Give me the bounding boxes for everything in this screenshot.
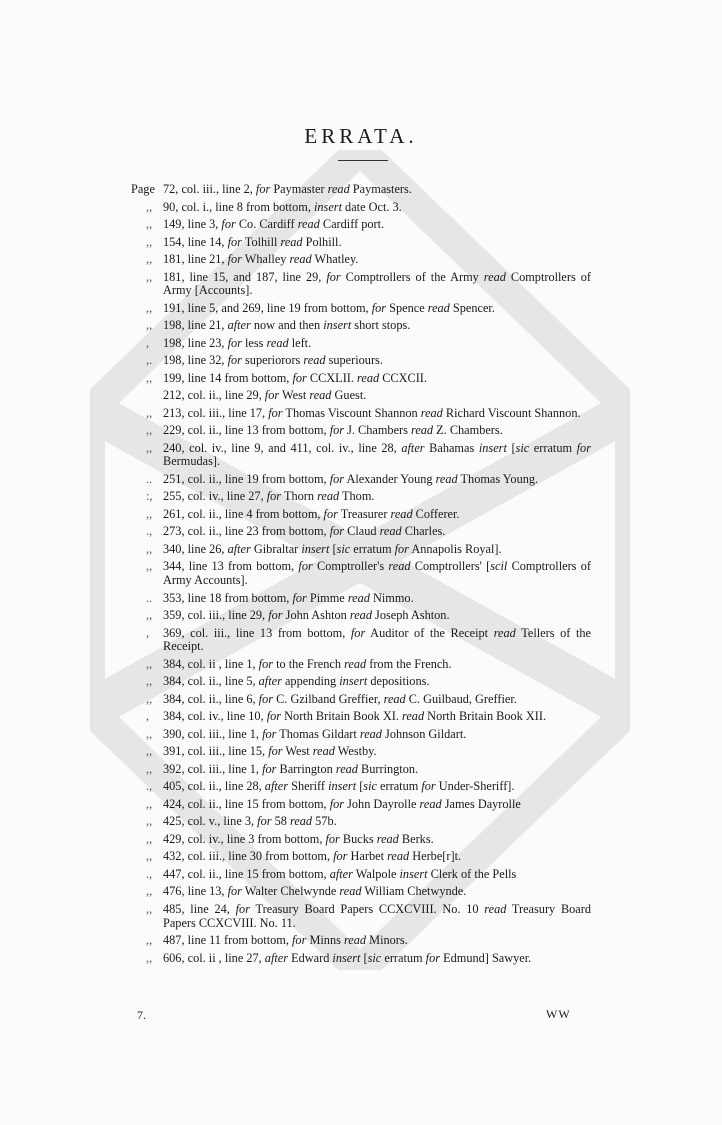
- errata-text: 405, col. ii., line 28, after Sheriff insert [sic erratum for Under-Sheriff].: [163, 779, 515, 794]
- errata-entry: [0, 490, 722, 504]
- ditto-mark: ,,: [146, 674, 153, 689]
- errata-text: 340, line 26, after Gibraltar insert [sic erratum for Annapolis Royal].: [163, 541, 502, 556]
- ditto-mark: ,,: [146, 761, 153, 776]
- page-number: 369,: [163, 625, 185, 640]
- ditto-mark: ,,: [146, 796, 153, 811]
- errata-entry: [0, 319, 722, 333]
- errata-text: 191, line 5, and 269, line 19 from bottom, for Spence read Spencer.: [163, 300, 495, 315]
- ditto-mark: ,,: [146, 884, 153, 899]
- ditto-mark: ,,: [146, 405, 153, 420]
- errata-text: 359, col. iii., line 29, for John Ashton read Joseph Ashton.: [163, 608, 450, 623]
- errata-entry: [0, 337, 722, 351]
- errata-entry: [0, 236, 722, 250]
- errata-entry: [0, 253, 722, 267]
- errata-entry: [0, 201, 722, 215]
- page-number: 424,: [163, 796, 185, 811]
- page-number: 391,: [163, 744, 185, 759]
- errata-text: 198, line 32, for superiorors read superiours.: [163, 353, 383, 368]
- ditto-mark: :,: [146, 489, 153, 504]
- page-number: 198,: [163, 318, 185, 333]
- errata-entry: [0, 407, 722, 421]
- errata-entry: [0, 508, 722, 522]
- page-number: 340,: [163, 541, 185, 556]
- ditto-mark: ,,: [146, 901, 153, 916]
- ditto-mark: ,,: [146, 950, 153, 965]
- errata-entry: [0, 183, 722, 197]
- errata-text: 353, line 18 from bottom, for Pimme read Nimmo.: [163, 590, 414, 605]
- page-number: 191,: [163, 300, 185, 315]
- ditto-mark: ,,: [146, 234, 153, 249]
- page-number: 213,: [163, 405, 185, 420]
- page-number: 384,: [163, 656, 185, 671]
- errata-entry: [0, 780, 722, 794]
- page-title: ERRATA.: [304, 124, 418, 148]
- ditto-mark: ,,: [146, 541, 153, 556]
- page-number: 353,: [163, 590, 185, 605]
- errata-entry: [0, 934, 722, 948]
- page-number: 261,: [163, 506, 185, 521]
- ditto-mark: ,,: [146, 849, 153, 864]
- page-number: 90,: [163, 199, 179, 214]
- errata-text: 212, col. ii., line 29, for West read Guest.: [163, 388, 367, 403]
- errata-list: [0, 183, 722, 969]
- errata-entry: [0, 885, 722, 899]
- errata-entry: [0, 693, 722, 707]
- page-number: 255,: [163, 489, 185, 504]
- errata-entry: [0, 763, 722, 777]
- ditto-mark: ,,: [146, 199, 153, 214]
- page-number: 432,: [163, 849, 185, 864]
- ditto-mark: ,,: [146, 300, 153, 315]
- page-number: 212,: [163, 388, 185, 403]
- ditto-mark: ,,: [146, 726, 153, 741]
- errata-text: 199, line 14 from bottom, for CCXLII. read CCXCII.: [163, 370, 427, 385]
- errata-entry: [0, 592, 722, 606]
- ditto-mark: ,,: [146, 831, 153, 846]
- page-number: 390,: [163, 726, 185, 741]
- errata-entry: [0, 833, 722, 847]
- ditto-mark: ,,: [146, 269, 153, 284]
- page-number: 405,: [163, 779, 185, 794]
- ditto-mark: ,: [146, 709, 150, 724]
- errata-text: 447, col. ii., line 15 from bottom, after Walpole insert Clerk of the Pells: [163, 866, 517, 881]
- errata-text: 384, col. ii., line 5, after appending insert depositions.: [163, 674, 430, 689]
- errata-text: 369, col. iii., line 13 from bottom, for Auditor of the Receipt read Tellers of the Receipt.: [163, 625, 591, 654]
- ditto-mark: ..: [146, 471, 153, 486]
- title-rule: [338, 160, 388, 161]
- catchword: WW: [546, 1007, 571, 1021]
- errata-text: 384, col. ii., line 6, for C. Gzilband Greffier, read C. Guilbaud, Greffier.: [163, 691, 517, 706]
- errata-entry: [0, 728, 722, 742]
- ditto-mark: ,,: [146, 217, 153, 231]
- errata-text: 154, line 14, for Tolhill read Polhill.: [163, 234, 342, 249]
- errata-text: 149, line 3, for Co. Cardiff read Cardiff port.: [163, 217, 385, 231]
- errata-text: 273, col. ii., line 23 from bottom, for Claud read Charles.: [163, 524, 446, 539]
- errata-text: 425, col. v., line 3, for 58 read 57b.: [163, 814, 337, 829]
- ditto-mark: ,.: [146, 353, 153, 368]
- page-number: 273,: [163, 524, 185, 539]
- ditto-mark: ..: [146, 590, 153, 605]
- page-number: 384,: [163, 674, 185, 689]
- page-number: 198,: [163, 335, 185, 350]
- ditto-mark: ,,: [146, 370, 153, 385]
- errata-entry: [0, 543, 722, 557]
- page-number: 149,: [163, 217, 185, 231]
- errata-text: 251, col. ii., line 19 from bottom, for Alexander Young read Thomas Young.: [163, 471, 539, 486]
- page-number: 181,: [163, 269, 185, 284]
- errata-entry: [0, 903, 722, 930]
- errata-text: 72, col. iii., line 2, for Paymaster read Paymasters.: [163, 182, 412, 196]
- page-number: 606,: [163, 950, 185, 965]
- errata-entry: [0, 372, 722, 386]
- errata-entry: [0, 424, 722, 438]
- ditto-mark: ,: [146, 625, 150, 640]
- ditto-mark: ,,: [146, 318, 153, 333]
- page-number: 425,: [163, 814, 185, 829]
- page-number: 229,: [163, 423, 185, 438]
- errata-text: 213, col. iii., line 17, for Thomas Viscount Shannon read Richard Viscount Shannon.: [163, 405, 581, 420]
- errata-text: 240, col. iv., line 9, and 411, col. iv., line 28, after Bahamas insert [sic erratum for Bermudas].: [163, 440, 591, 469]
- errata-entry: [0, 354, 722, 368]
- page-number: 198,: [163, 353, 185, 368]
- errata-entry: [0, 798, 722, 812]
- page-number: 487,: [163, 933, 185, 948]
- page-number: 447,: [163, 866, 185, 881]
- errata-entry: [0, 560, 722, 587]
- errata-entry: [0, 745, 722, 759]
- errata-entry: [0, 609, 722, 623]
- ditto-mark: .,: [146, 779, 153, 794]
- page-number: 72,: [163, 182, 179, 196]
- errata-entry: [0, 850, 722, 864]
- errata-text: 432, col. iii., line 30 from bottom, for Harbet read Herbe[r]t.: [163, 849, 462, 864]
- ditto-mark: ,,: [146, 656, 153, 671]
- errata-text: 198, line 21, after now and then insert short stops.: [163, 318, 411, 333]
- errata-entry: [0, 389, 722, 403]
- errata-entry: [0, 473, 722, 487]
- errata-text: 344, line 13 from bottom, for Comptroller's read Comptrollers' [scil Comptrollers of Army Accounts].: [163, 559, 591, 588]
- page-number: 485,: [163, 901, 185, 916]
- ditto-mark: ,: [146, 335, 150, 350]
- errata-entry: [0, 952, 722, 966]
- ditto-mark: ,,: [146, 608, 153, 623]
- errata-text: 424, col. ii., line 15 from bottom, for John Dayrolle read James Dayrolle: [163, 796, 521, 811]
- errata-entry: [0, 302, 722, 316]
- errata-text: 485, line 24, for Treasury Board Papers CCXCVIII. No. 10 read Treasury Board Papers CCXCVIII. No. 11.: [163, 901, 592, 930]
- errata-text: 181, line 15, and 187, line 29, for Comptrollers of the Army read Comptrollers of Army [Accounts].: [163, 269, 591, 298]
- page-number: 429,: [163, 831, 185, 846]
- page-number: 199,: [163, 370, 185, 385]
- errata-text: 606, col. ii , line 27, after Edward insert [sic erratum for Edmund] Sawyer.: [163, 950, 532, 965]
- page-number: 392,: [163, 761, 185, 776]
- page-number: 154,: [163, 234, 185, 249]
- errata-text: 384, col. ii , line 1, for to the French read from the French.: [163, 656, 452, 671]
- page-number: 476,: [163, 884, 185, 899]
- errata-text: 392, col. iii., line 1, for Barrington read Burrington.: [163, 761, 419, 776]
- errata-entry: [0, 442, 722, 469]
- errata-entry: [0, 525, 722, 539]
- errata-text: 429, col. iv., line 3 from bottom, for Bucks read Berks.: [163, 831, 434, 846]
- errata-text: 391, col. iii., line 15, for West read Westby.: [163, 744, 377, 759]
- errata-entry: [0, 815, 722, 829]
- page-label: Page: [131, 182, 155, 196]
- errata-text: 261, col. ii., line 4 from bottom, for Treasurer read Cofferer.: [163, 506, 460, 521]
- errata-text: 198, line 23, for less read left.: [163, 335, 312, 350]
- errata-entry: [0, 218, 722, 232]
- errata-entry: [0, 868, 722, 882]
- errata-text: 476, line 13, for Walter Chelwynde read William Chetwynde.: [163, 884, 467, 899]
- page-number: 384,: [163, 709, 185, 724]
- errata-text: 90, col. i., line 8 from bottom, insert date Oct. 3.: [163, 199, 402, 214]
- ditto-mark: ,,: [146, 440, 153, 455]
- page-number: 344,: [163, 559, 185, 574]
- errata-text: 390, col. iii., line 1, for Thomas Gildart read Johnson Gildart.: [163, 726, 467, 741]
- errata-entry: [0, 658, 722, 672]
- ditto-mark: ,,: [146, 423, 153, 438]
- errata-text: 487, line 11 from bottom, for Minns read Minors.: [163, 933, 408, 948]
- page-number: 181,: [163, 252, 185, 266]
- ditto-mark: ,,: [146, 691, 153, 706]
- errata-text: 181, line 21, for Whalley read Whatley.: [163, 252, 359, 266]
- ditto-mark: ,,: [146, 559, 153, 574]
- ditto-mark: ,,: [146, 252, 153, 266]
- errata-text: 384, col. iv., line 10, for North Britain Book XI. read North Britain Book XII.: [163, 709, 547, 724]
- errata-text: 229, col. ii., line 13 from bottom, for J. Chambers read Z. Chambers.: [163, 423, 503, 438]
- page-number: 384,: [163, 691, 185, 706]
- ditto-mark: .,: [146, 524, 153, 539]
- signature-mark: 7.: [137, 1008, 146, 1022]
- ditto-mark: ,,: [146, 506, 153, 521]
- ditto-mark: ,,: [146, 744, 153, 759]
- ditto-mark: .,: [146, 866, 153, 881]
- page-number: 251,: [163, 471, 185, 486]
- errata-entry: [0, 271, 722, 298]
- errata-entry: [0, 627, 722, 654]
- ditto-mark: ,,: [146, 814, 153, 829]
- ditto-mark: ,,: [146, 933, 153, 948]
- errata-text: 255, col. iv., line 27, for Thorn read Thom.: [163, 489, 375, 504]
- errata-entry: [0, 710, 722, 724]
- page-number: 359,: [163, 608, 185, 623]
- errata-entry: [0, 675, 722, 689]
- page-number: 240,: [163, 440, 185, 455]
